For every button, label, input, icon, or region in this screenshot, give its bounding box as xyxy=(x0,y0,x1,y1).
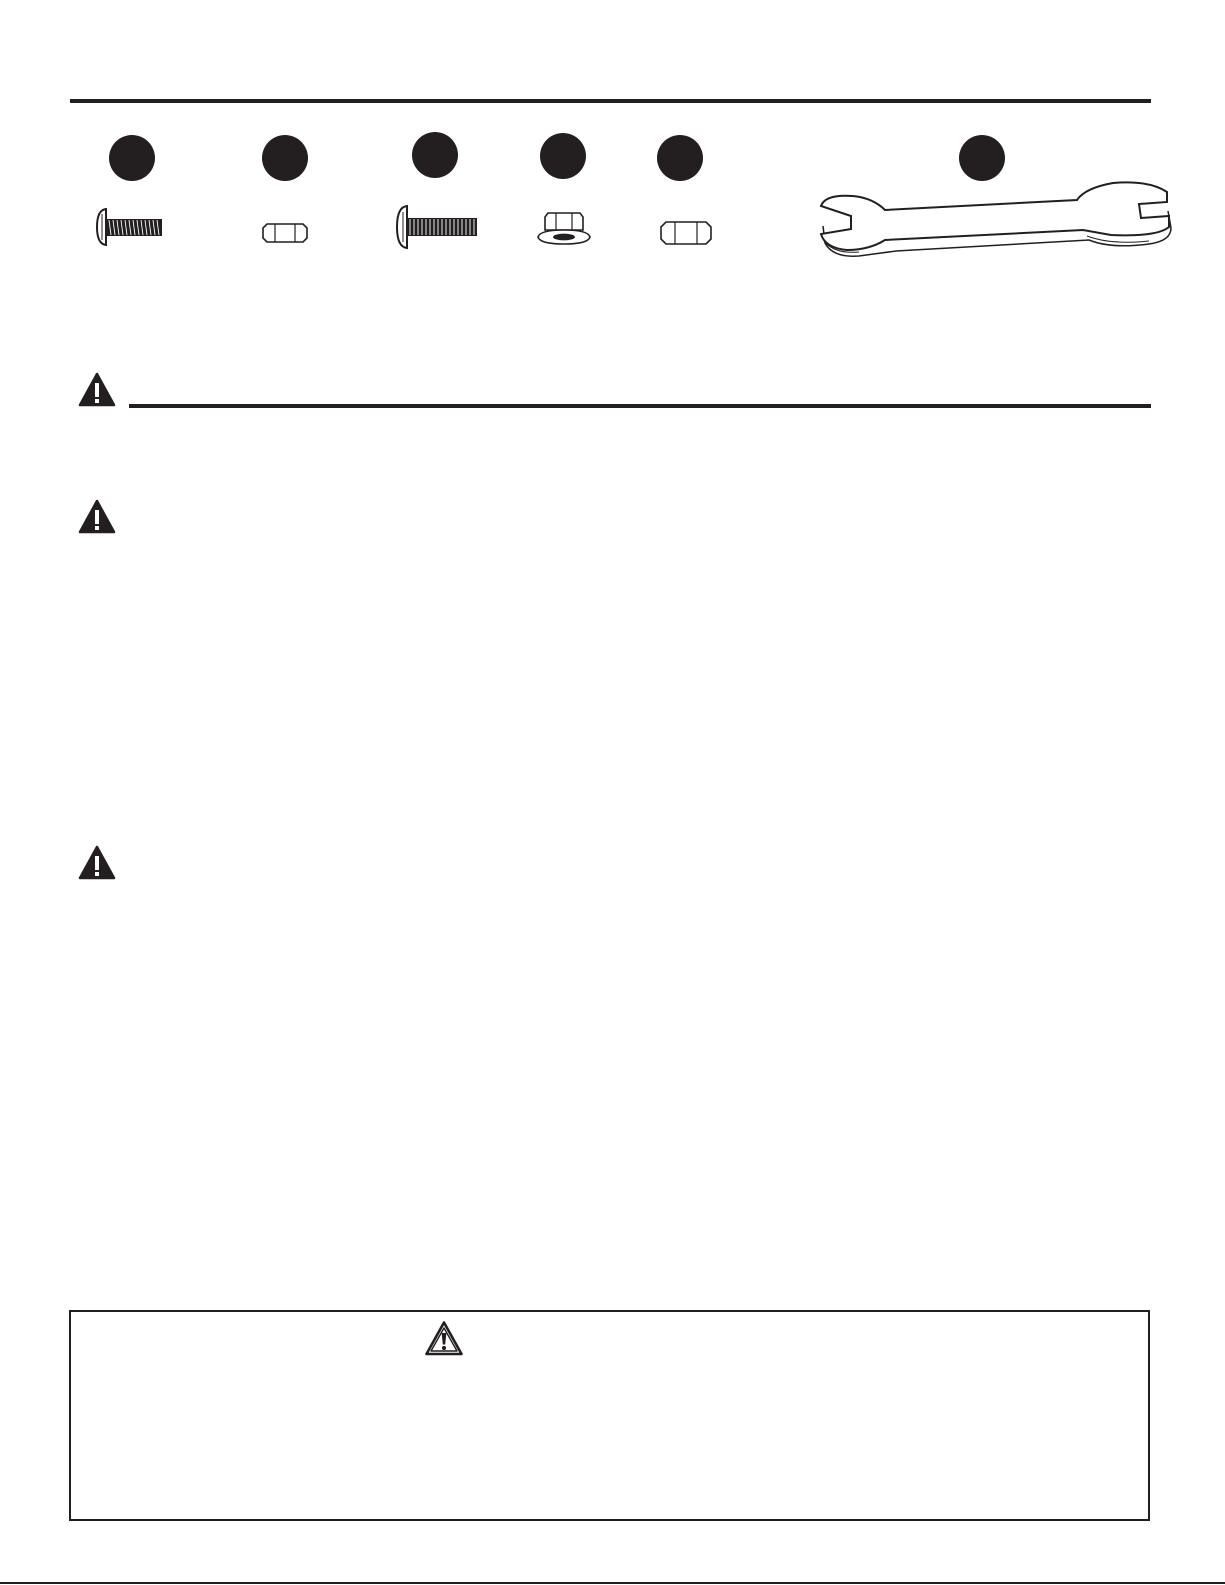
part-badge-3 xyxy=(412,132,458,178)
part-badge-2 xyxy=(262,135,308,181)
open-end-wrench-icon xyxy=(819,180,1175,270)
part-badge-1 xyxy=(109,135,155,181)
round-head-bolt-icon xyxy=(96,206,166,248)
hex-nut-icon xyxy=(262,222,308,244)
hex-nut-large-icon xyxy=(660,220,712,246)
safety-section-rule xyxy=(129,404,1151,408)
page-bottom-rule xyxy=(0,1582,1225,1584)
part-badge-4 xyxy=(540,133,586,179)
warning-triangle-icon xyxy=(78,499,116,535)
part-badge-5 xyxy=(657,135,703,181)
flange-nut-icon xyxy=(536,210,592,246)
hardware-section-rule xyxy=(70,99,1151,103)
part-badge-6 xyxy=(959,135,1005,181)
caution-box xyxy=(69,1310,1150,1521)
warning-triangle-icon xyxy=(78,845,116,881)
caution-triangle-outline-icon xyxy=(424,1320,464,1357)
safety-header-warning-icon xyxy=(78,372,116,408)
round-head-bolt-long-icon xyxy=(396,204,480,250)
